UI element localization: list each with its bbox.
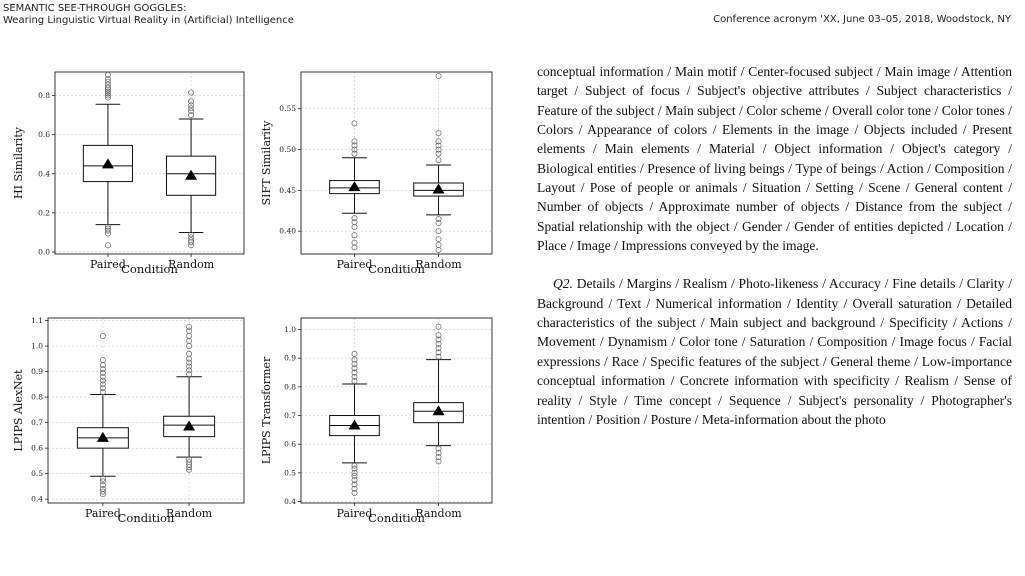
y-tick-label: 0.0 <box>38 247 50 257</box>
boxplot-hi-similarity <box>0 72 260 292</box>
x-axis-title: Condition <box>368 511 425 525</box>
y-tick-label: 0.8 <box>31 392 43 402</box>
paragraph-q2 <box>537 274 1012 429</box>
x-tick-label: Paired <box>336 507 373 520</box>
y-axis-title: LPIPS Transformer <box>260 356 273 465</box>
y-tick-label: 0.9 <box>31 367 43 377</box>
header-title-line1: SEMANTIC SEE-THROUGH GOGGLES: <box>3 3 187 14</box>
x-tick-label: Random <box>415 507 462 520</box>
y-tick-label: 1.0 <box>31 341 43 351</box>
y-axis-title: LPIPS AlexNet <box>12 369 25 452</box>
y-axis-title: HI Similarity <box>12 127 25 199</box>
q2-body: Details / Margins / Realism / Photo-likeness / Accuracy / Fine details / Clarity / Background / Text / Numerical information / Identity / Overall saturation / Detailed characteristics of the subject / Main subject and background / Specificity / Actions / Movement / Dynamism / Color tone / Saturation / Composition / Image focus / Facial expressions / Race / Specific features of the subject / General theme / Low-importance conceptual information / Concrete information with specificity / Realism / Sense of reality / Style / Time concept / Sequence / Subject's personality / Photographer's intention / Position / Posture / Meta-information about the photo <box>537 276 1012 427</box>
y-tick-label: 0.9 <box>284 353 296 363</box>
y-tick-label: 0.6 <box>38 130 50 140</box>
paragraph-q1-continued: conceptual information / Main motif / Center-focused subject / Main image / Attention target / Subject of focus / Subject's objective attributes / Subject characteristics / Feature of the subject / Main subject / Color scheme / Overall color tone / Color tones / Colors / Appearance of colors / Elements in the image / Objects included / Present elements / Main elements / Material / Object information / Object's category / Biological entities / Presence of living beings / Type of beings / Action / Composition / Layout / Pose of people or animals / Situation / Setting / Scene / General content / Number of objects / Approximate number of objects / Distance from the subject / Spatial relationship with the object / Gender / Gender of entities depicted / Location / Place / Image / Impressions conveyed by the image. <box>537 64 1012 254</box>
x-tick-label: Random <box>165 507 213 520</box>
x-axis-title: Condition <box>117 511 175 525</box>
q2-label: Q2. <box>553 276 573 292</box>
y-tick-label: 0.5 <box>284 468 296 478</box>
y-tick-label: 0.4 <box>31 494 43 504</box>
header-title-line2: Wearing Linguistic Virtual Reality in (Artificial) Intelligence <box>3 15 294 26</box>
x-tick-label: Paired <box>336 258 373 271</box>
y-tick-label: 1.0 <box>284 324 296 334</box>
y-tick-label: 0.7 <box>31 418 43 428</box>
y-tick-label: 0.40 <box>279 226 296 236</box>
x-axis-title: Condition <box>121 262 178 276</box>
x-axis-title: Condition <box>368 262 425 276</box>
y-tick-label: 0.8 <box>38 90 50 100</box>
y-tick-label: 0.50 <box>279 145 296 155</box>
running-header-title <box>3 3 294 27</box>
boxplot-sift-similarity-svg <box>248 72 508 292</box>
y-tick-label: 0.4 <box>284 497 296 507</box>
y-axis-title: SIFT Similarity <box>260 120 273 206</box>
x-tick-label: Paired <box>84 507 121 520</box>
y-tick-label: 0.5 <box>31 469 43 479</box>
boxplot-lpips-alexnet-svg <box>0 318 260 548</box>
y-tick-label: 0.7 <box>284 411 296 421</box>
boxplot-sift-similarity <box>248 72 508 292</box>
y-tick-label: 0.45 <box>279 185 296 195</box>
y-tick-label: 1.1 <box>31 316 43 326</box>
text-column <box>537 0 1012 429</box>
x-tick-label: Random <box>167 258 215 271</box>
y-tick-label: 0.6 <box>284 439 296 449</box>
x-tick-label: Random <box>415 258 462 271</box>
y-tick-label: 0.2 <box>38 208 50 218</box>
running-header-conference: Conference acronym 'XX, June 03–05, 2018, Woodstock, NY <box>713 14 1011 25</box>
y-tick-label: 0.4 <box>38 169 50 179</box>
boxplot-lpips-transformer-svg <box>248 318 508 548</box>
y-tick-label: 0.55 <box>279 104 296 114</box>
boxplot-hi-similarity-svg <box>0 72 260 292</box>
boxplot-lpips-transformer <box>248 318 508 548</box>
x-tick-label: Paired <box>90 258 126 271</box>
y-tick-label: 0.6 <box>31 443 43 453</box>
boxplot-lpips-alexnet <box>0 318 260 548</box>
y-tick-label: 0.8 <box>284 382 296 392</box>
plot-frame <box>301 72 492 254</box>
plot-frame <box>48 318 244 503</box>
